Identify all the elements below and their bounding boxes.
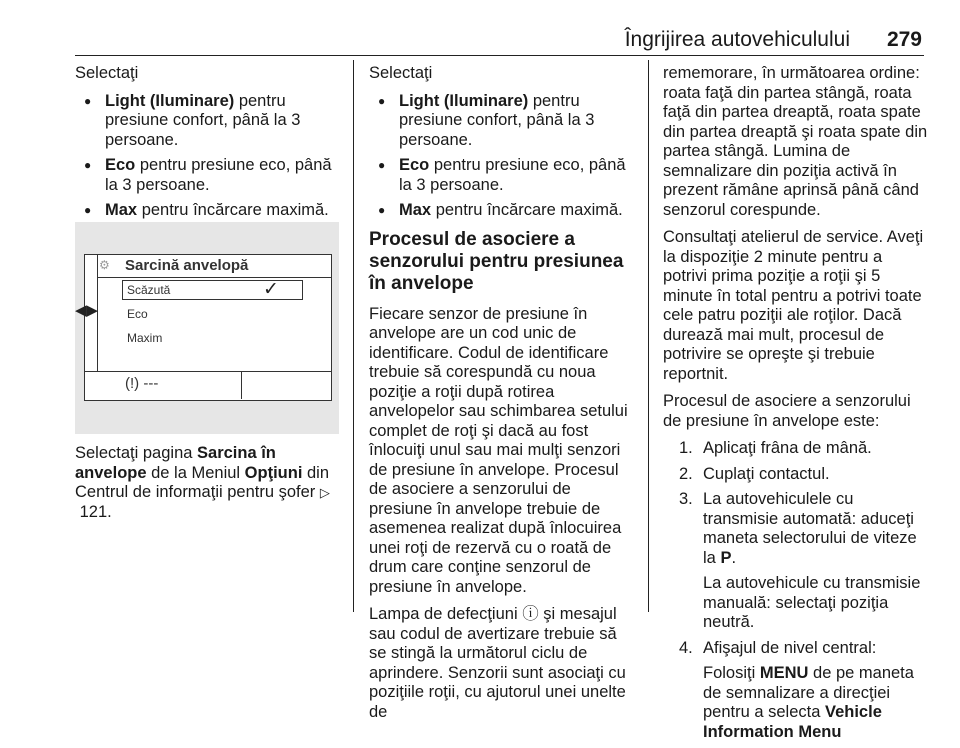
col3-paragraph-3: Procesul de asociere a senzorului de presiune în anvelope este: — [663, 392, 911, 430]
step-3-note: La autovehicule cu transmisie manuală: selectaţi poziţia neutră. — [703, 574, 921, 631]
tpms-warning-icon: (!) — [125, 375, 140, 392]
chapter-title: Îngrijirea autovehiculului — [624, 28, 850, 51]
display-screen — [75, 254, 332, 401]
col3-paragraph-1: rememorare, în următoarea ordine: roata faţă din partea stângă, roata faţă din partea dreaptă, roata spate din partea dreaptă şi roata spate din partea stângă. Lumina de semnalizare din poziţia activă în prezent rămâne aprinsă până când senzorul corespunde. — [663, 64, 928, 219]
checkmark-icon: ✓ — [263, 279, 279, 300]
title-divider — [98, 277, 331, 278]
page-number: 279 — [886, 28, 922, 51]
footer-vdivider — [241, 371, 242, 399]
list-item: 3. La autovehiculele cu transmisie automată: aduceţi maneta selectorului de viteze la P. — [679, 490, 917, 567]
list-item: ● Eco pentru presiune eco, până la 3 persoane. — [75, 156, 343, 195]
list-item: 2. Cuplaţi contactul. — [679, 464, 830, 483]
col1-intro: Selectaţi — [75, 64, 139, 82]
column-1-bottom — [75, 444, 343, 530]
tyre-icon: ⚙ — [99, 258, 110, 272]
screen-title: Sarcină anvelopă — [125, 257, 249, 274]
col2-intro: Selectaţi — [369, 64, 433, 82]
list-item: ● Light (Iluminare) pentru presiune confort, până la 3 persoane. — [75, 92, 343, 151]
page-ref-arrow-icon: ▷ — [319, 485, 330, 500]
col2-paragraph-2: Lampa de defecţiuni ⓘ şi mesajul sau codul de avertizare trebuie să se stingă la următorul ciclu de aprindere. Senzorii sunt asociaţi cu poziţiile roţii, cu ajutorul unei unelte de — [369, 605, 626, 721]
status-value: --- — [143, 375, 159, 392]
list-item: ● Max pentru încărcare maximă. — [369, 201, 635, 221]
display-figure — [75, 222, 339, 434]
col1-paragraph: Selectaţi pagina Sarcina în anvelope de la Meniul Opţiuni din Centrul de informaţii pentru şofer ▷ 121. — [75, 444, 330, 521]
column-2 — [369, 64, 635, 730]
option-low: Scăzută — [127, 283, 171, 297]
col2-bullet-list — [369, 92, 635, 221]
col2-paragraph-1: Fiecare senzor de presiune în anvelope are un cod unic de identificare. Codul de identificare trebuie să corespundă cu noua poziţie a roţii după rotirea anvelopelor sau schimbarea setului complet de roţi şi dacă au fost înlocuiţi unul sau mai mulţi senzori de presiune în anvelope. Procesul de asociere a senzorului de presiune în anvelope trebuie de asemenea realizat după înlocuirea unei roţi de rezervă cu o roată de drum care conţine senzorul de presiune în anvelope. — [369, 304, 628, 596]
option-max: Maxim — [127, 331, 163, 345]
list-item: ● Max pentru încărcare maximă. — [75, 201, 343, 221]
status-row — [125, 375, 158, 392]
list-item: ● Light (Iluminare) pentru presiune confort, până la 3 persoane. — [369, 92, 635, 151]
col3-paragraph-2: Consultaţi atelierul de service. Aveţi la dispoziţie 2 minute pentru a potrivi prima poziţie a roţii şi 5 minute în total pentru a potrivi toate cele patru poziţii ale roţilor. Dacă durează mai mult, procesul de potrivire se opreşte şi trebuie reportnit. — [663, 228, 924, 383]
left-right-arrow-icon: ◀▶ — [75, 302, 99, 319]
col1-bullet-list — [75, 92, 343, 221]
column-divider-2 — [648, 60, 649, 612]
header-rule — [75, 55, 924, 56]
steps-list-continued — [663, 639, 929, 659]
column-3 — [663, 64, 929, 748]
section-heading: Procesul de asociere a senzorului pentru presiunea în anvelope — [369, 228, 624, 294]
steps-list — [663, 439, 929, 568]
column-divider-1 — [353, 60, 354, 612]
list-item: ● Eco pentru presiune eco, până la 3 persoane. — [369, 156, 635, 195]
malfunction-lamp-icon: ⓘ — [522, 605, 539, 623]
list-item: 1. Aplicaţi frâna de mână. — [679, 439, 872, 457]
page-header — [0, 0, 960, 58]
footer-divider — [85, 371, 331, 372]
list-item: 4. Afişajul de nivel central: — [679, 638, 877, 657]
option-eco: Eco — [127, 307, 148, 321]
step-4-note: Folosiţi MENU de pe maneta de semnalizare a direcţiei pentru a selecta Vehicle Information Menu — [703, 664, 914, 741]
